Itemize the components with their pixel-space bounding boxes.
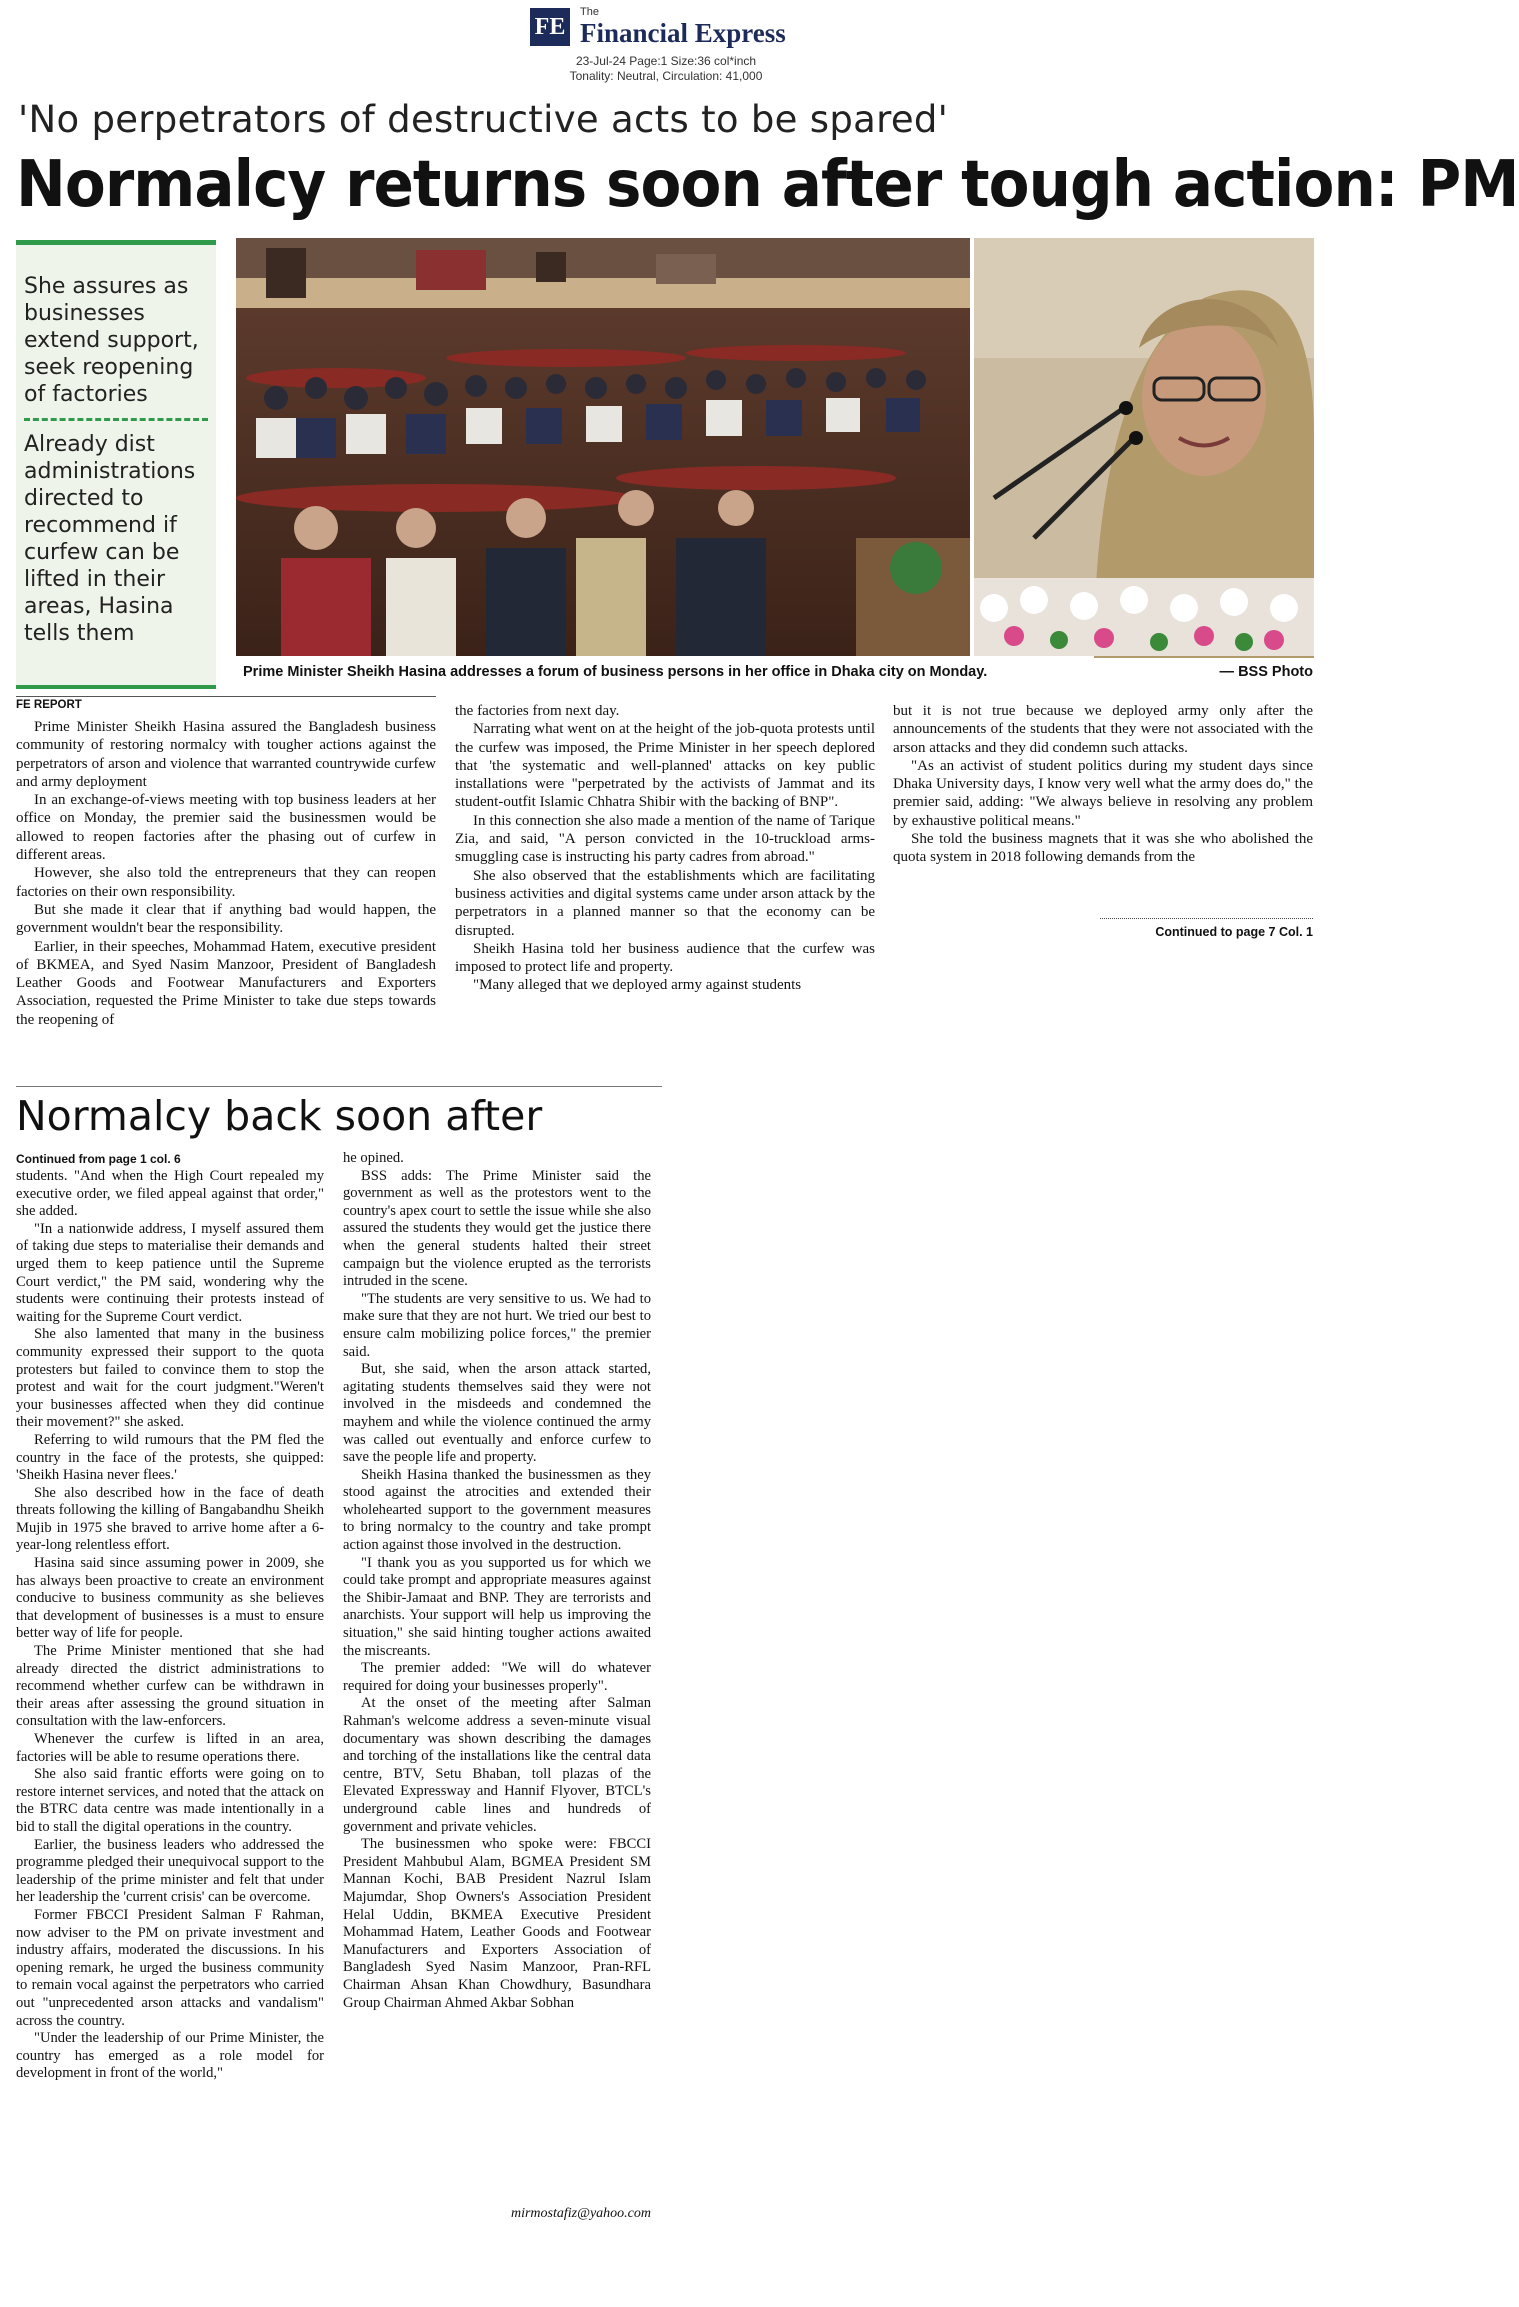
continued-to-note: Continued to page 7 Col. 1 [1100,918,1313,939]
paragraph: Earlier, in their speeches, Mohammad Hatem, executive president of BKMEA, and Syed Nasim Manzoor, President of Bangladesh Leather Goods and Footwear Manufacturers and Exporters Association, requested the Prime Minister to take due steps towards the reopening of [16,938,436,1028]
paragraph: She also said frantic efforts were going on to restore internet services, and noted that the attack on the BTRC data centre was made intentionally in a bid to stall the digital operations in the country. [16,1766,324,1835]
highlight-item: Already dist administrations directed to recommend if curfew can be lifted in their areas, Hasina tells them [24,432,196,646]
continued-from-note: Continued from page 1 col. 6 [16,1152,181,1166]
paragraph: Hasina said since assuming power in 2009, she has always been proactive to create an environment conducive to business community as she believes that development of businesses is a must to ensure better way of life for people. [16,1555,324,1642]
paragraph: Former FBCCI President Salman F Rahman, now adviser to the PM on private investment and industry affairs, moderated the discussions. In his opening remark, he urged the business community to remain vocal against the perpetrators who carried out "unprecedented arson attacks and vandalism" across the country. [16,1906,324,2029]
paragraph: "In a nationwide address, I myself assured them of taking due steps to materialise their demands and urged them to keep patience until the Supreme Court verdict," the PM said, wondering why the students were continuing their protests instead of waiting for the Supreme Court verdict. [16,1220,324,1325]
paragraph: Whenever the curfew is lifted in an area, factories will be able to resume operations there. [16,1731,324,1765]
paragraph: Earlier, the business leaders who addressed the programme pledged their unequivocal support to the leadership of the prime minister and felt that under her leadership the 'current crisis' can be overcome. [16,1836,324,1906]
paragraph: She also lamented that many in the business community expressed their support to the quota protesters but failed to convince them to stop the protest and wait for the court judgment."Weren't your businesses affected when they did continue their movement?" she asked. [16,1326,324,1431]
paragraph: At the onset of the meeting after Salman Rahman's welcome address a seven-minute visual documentary was shown describing the damages and torching of the installations like the central data centre, BTV, Setu Bhaban, toll plazas of the Elevated Expressway and Hannif Flyover, BTCL's underground cable lines and hundreds of government and private vehicles. [343,1695,651,1835]
meeting-hall-photo [236,238,970,656]
continuation-divider [16,1086,662,1087]
clip-info-tonality: Tonality: Neutral, Circulation: 41,000 [569,69,763,83]
prime-minister-photo [974,238,1314,656]
byline: FE REPORT [16,696,436,711]
reporter-email: mirmostafiz@yahoo.com [510,2206,651,2221]
paragraph: She also observed that the establishments which are facilitating business activities and digital systems came under arson attack by the perpetrators in a planned manner so that the economy can be disrupted. [455,867,875,939]
paragraph: "I thank you as you supported us for which we could take prompt and appropriate measures against the Shibir-Jamaat and BNP. They are terrorists and anarchists. Your support will help us improving the situation," she said hinting tougher actions awaited the miscreants. [343,1554,651,1659]
masthead [530,8,860,48]
paragraph: In this connection she also made a mention of the name of Tarique Zia, and said, "A person convicted in the 10-truckload arms-smuggling case is instructing his party cadres from abroad." [455,812,875,866]
highlight-divider [24,418,208,421]
article-column-2 [455,702,875,995]
kicker-headline: 'No perpetrators of destructive acts to be spared' [18,98,949,141]
highlights-box [16,240,216,689]
photo-credit: — BSS Photo [1219,664,1313,680]
paragraph: but it is not true because we deployed army only after the announcements of the students that they were not associated with the arson attacks and they did condemn such attacks. [893,703,1313,756]
paragraph: "As an activist of student politics during my student days since Dhaka University days, I know very well what the army does do," the premier said, adding: "We always believe in resolving any problem by exhaustive political means." [893,757,1313,829]
paragraph: Prime Minister Sheikh Hasina assured the Bangladesh business community of restoring normalcy with tougher actions against the perpetrators of arson and violence that warranted countrywide curfew and army deployment [16,719,436,790]
continuation-column-2 [343,1150,651,2012]
paragraph: "Under the leadership of our Prime Minister, the country has emerged as a role model for development in front of the world," [16,2030,324,2082]
paragraph: "Many alleged that we deployed army against students [473,977,802,994]
paragraph: She told the business magnets that it was she who abolished the quota system in 2018 following demands from the [893,831,1313,866]
paragraph: Narrating what went on at the height of the job-quota protests until the curfew was imposed, the Prime Minister in her speech deplored that 'the systematic and well-planned' attacks on key public installations were "perpetrated by the activists of Jammat and its student-outfit Islamic Chhatra Shibir with the backing of BNP". [455,721,875,811]
paragraph: The businessmen who spoke were: FBCCI President Mahbubul Alam, BGMEA President SM Mannan Kochi, BAB President Nazrul Islam Majumdar, Shop Owners's Association President Helal Uddin, BKMEA Executive President Mohammad Hatem, Leather Goods and Footwear Manufacturers and Exporters Association of Bangladesh Syed Nasim Manzoor, Pran-RFL Chairman Ahsan Khan Chowdhury, Basundhara Group Chairman Ahmed Akbar Sobhan [343,1836,651,2011]
clip-meta [0,54,1332,84]
clip-info: 23-Jul-24 Page:1 Size:36 col*inch [575,54,757,68]
caption-text: Prime Minister Sheikh Hasina addresses a forum of business persons in her office in Dhaka city on Monday. [243,664,988,680]
paragraph: the factories from next day. [455,703,620,719]
paragraph: The Prime Minister mentioned that she had already directed the district administrations to recommend whether curfew can be withdrawn in their areas after assessing the ground situation in consultation with the law-enforcers. [16,1643,324,1730]
paragraph: "The students are very sensitive to us. We had to make sure that they are not hurt. We tried our best to ensure calm mobilizing police forces," the premier said. [343,1290,651,1360]
continuation-column-1 [16,1168,324,2083]
paragraph: She also described how in the face of death threats following the killing of Bangabandhu Sheikh Mujib in 1975 she braved to arrive home after a 6-year-long relentless effort. [16,1484,324,1554]
paragraph: But, she said, when the arson attack started, agitating students themselves said they were not involved in the misdeeds and condemned the mayhem and while the violence continued the army was called out eventually and enforce curfew to save the people life and property. [343,1361,651,1466]
continuation-headline: Normalcy back soon after [16,1092,543,1140]
paragraph: Sheikh Hasina thanked the businessmen as they stood against the atrocities and extended their wholehearted support to the government measures to bring normalcy to the country and take prompt action against those involved in the destruction. [343,1466,651,1554]
paper-name-prefix: The [580,6,599,18]
paragraph: Referring to wild rumours that the PM fled the country in the face of the protests, she quipped: 'Sheikh Hasina never flees.' [16,1431,324,1484]
paragraph: BSS adds: The Prime Minister said the government as well as the protestors went to the country's apex court to settle the issue while she also assured the students they would get the justice there when the general students halted their street campaign but the violence erupted as the terrorists intruded in the scene. [343,1167,651,1290]
paragraph: But she made it clear that if anything bad would happen, the government wouldn't bear the responsibility. [16,901,436,937]
paragraph: In an exchange-of-views meeting with top business leaders at her office on Monday, the premier said the businessmen would be allowed to reopen factories after the phasing out of curfew in different areas. [16,792,436,864]
paragraph: students. "And when the High Court repealed my executive order, we filed appeal against that order," she added. [16,1168,324,1220]
paragraph: he opined. [343,1150,404,1166]
paper-name: Financial Express [580,18,786,48]
paragraph: However, she also told the entrepreneurs that they can reopen factories on their own responsibility. [16,865,436,900]
highlight-item: She assures as businesses extend support, seek reopening of factories [24,274,199,407]
paragraph: The premier added: "We will do whatever required for doing your businesses properly". [343,1660,651,1694]
fe-logo: FE [530,8,570,46]
main-headline: Normalcy returns soon after tough action: PM [16,148,1519,222]
article-column-3 [893,702,1313,867]
paragraph: Sheikh Hasina told her business audience that the curfew was imposed to protect life and property. [455,940,875,976]
article-column-1 [16,718,436,1029]
